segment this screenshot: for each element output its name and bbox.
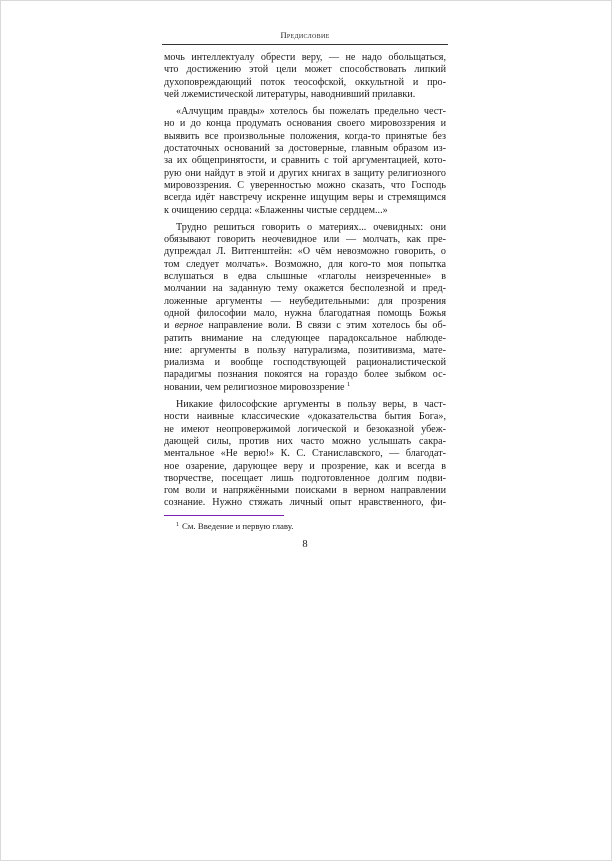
text-line: ности наивные классические «доказательства бытия Бога», [164,411,446,423]
text-line: Трудно решиться говорить о материях... очевидных: они [176,221,446,233]
paragraph-4 [164,399,446,510]
text-line-with-footnote [164,382,446,394]
text-line: выявить все произвольные положения, когда-то принятые без [164,130,446,142]
text-fragment: и [164,320,175,332]
text-line: ратить внимание на следующее парадоксальное наблюде- [164,332,446,344]
running-head: Предисловие [280,30,330,40]
text-line: мочь интеллектуалу обрести веру, — не надо обольщаться, [164,52,446,63]
text-line: мировоззрения. С уверенностью можно сказать, что Господь [164,179,446,191]
text-line-with-italic [164,320,446,332]
text-line: чей лжемистической литературы, наводнивший прилавки. [164,88,416,100]
footnote-rule [164,515,284,516]
text-line: вслушаться в едва слышные «глаголы неизреченные» в [164,271,446,283]
footnote-text: См. Введение и первую главу. [182,521,294,531]
italic-word: верное [174,320,204,332]
paragraph-1 [164,52,446,101]
text-line: рую они найдут в этой и других книгах в защиту религиозного [164,167,446,179]
header-rule [162,44,448,45]
text-line: обязывают говорить неочевидное или — молчать, как пре- [164,234,446,246]
paragraph-3 [164,222,446,394]
paragraph-2 [164,106,446,217]
text-line: не имеют неопровержимой логической и безоказной убеж- [164,423,446,435]
footnote [176,521,293,531]
text-line: одной философии мало, нужна благодатная помощь Божья [164,307,446,319]
text-line: ние: аргументы в пользу натурализма, позитивизма, мате- [164,344,446,356]
text-line: духоповреждающий поток теософской, оккультной и про- [164,76,446,88]
text-line: к очищению сердца: «Блаженны чистые сердцем...» [164,204,388,216]
text-line: дающей силы, против них часто можно услышать сакра- [164,435,446,447]
text-line: ментальное «Не верю!» К. С. Станиславского, — благодат- [164,448,446,460]
text-fragment: направление воли. В связи с этим хотелось бы об- [203,320,446,332]
footnote-reference[interactable]: 1 [347,381,351,388]
text-fragment: новании, чем религиозное мировоззрение [164,381,348,393]
text-line: «Алчущим правды» хотелось бы пожелать предельно чест- [176,106,446,118]
text-line: риализма и вообще господствующей рационалистической [164,357,446,369]
text-line: достаточных оснований за достоверные, главным образом из- [164,143,446,155]
text-line: что достижению этой цели может способствовать липкий [164,64,446,76]
text-line: молчании на заданную тему окажется бесполезной и пред- [164,283,446,295]
text-line: ложенные аргументы — неубедительными: для прозрения [164,295,446,307]
text-line: но и до конца продумать основания своего мировоззрения и [164,118,446,130]
text-line: Никакие философские аргументы в пользу веры, в част- [176,399,446,411]
text-line: сознание. Нужно стяжать личный опыт нравственного, фи- [164,497,446,509]
text-line: парадигмы познания покоятся на гораздо более зыбком ос- [164,369,446,381]
text-line: дупреждал Л. Витгенштейн: «О чём невозможно говорить, о [164,246,446,258]
text-line: гом воли и напряжёнными поисками в верном направлении [164,485,446,497]
text-line: ное озарение, дарующее веру и прозрение, как и всегда в [164,460,446,472]
text-line: за их общепринятости, и сравнить с той аргументацией, кото- [164,155,446,167]
body-text [164,52,446,510]
text-line: том следует молчать». Возможно, для кого-то моя попытка [164,258,446,270]
text-line: творчестве, посещает лишь подготовленное долгим подви- [164,472,446,484]
footnote-marker: 1 [176,522,179,528]
page-number: 8 [302,539,308,550]
text-line: всегда идёт навстречу искренне ищущим веры и стремящимся [164,192,446,204]
